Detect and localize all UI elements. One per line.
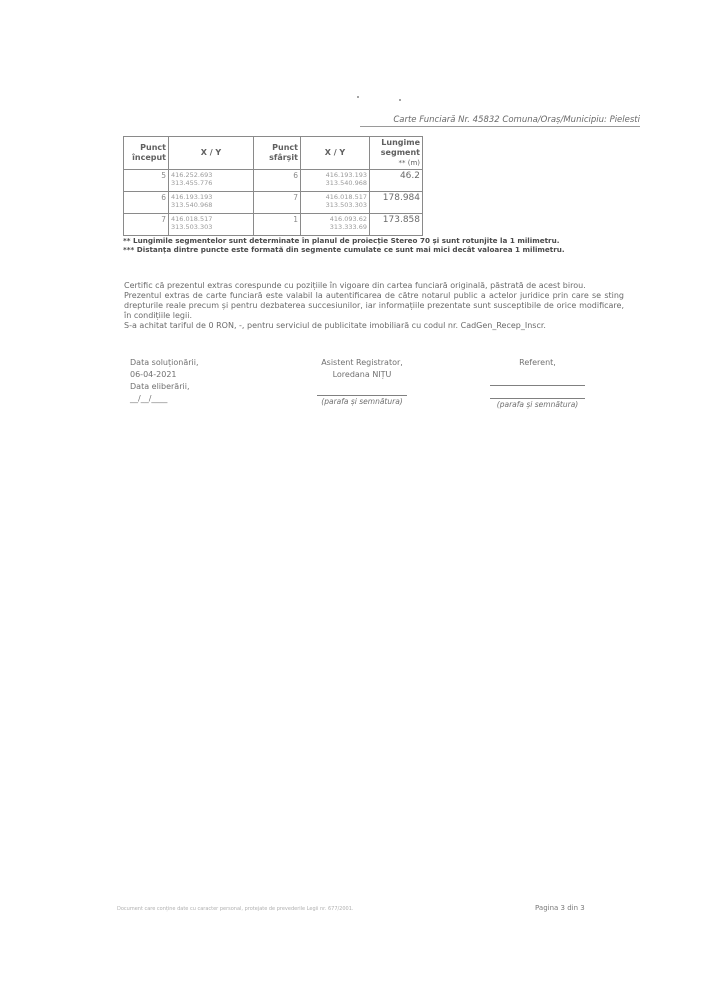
start-y: 313.503.303	[171, 223, 213, 231]
date-issue-label: Data eliberării,	[130, 382, 190, 391]
date-solution-label: Data soluționării,	[130, 358, 199, 367]
end-point: 1	[254, 214, 301, 236]
start-coords	[169, 214, 254, 236]
end-x: 416.193.193	[325, 171, 367, 179]
assistant-caption: (parafa și semnătura)	[321, 397, 403, 406]
col-start-point: Punct început	[124, 137, 169, 170]
date-issue-value: __/__/____	[130, 394, 168, 403]
end-y: 313.333.69	[329, 223, 367, 231]
start-x: 416.252.693	[171, 171, 213, 179]
speck	[357, 96, 359, 98]
assistant-name: Loredana NIȚU	[332, 370, 392, 379]
page-header: Carte Funciară Nr. 45832 Comuna/Oraș/Municipiu: Pielesti	[360, 115, 640, 127]
segment-length: 46.2	[370, 170, 423, 192]
start-y: 313.540.968	[171, 201, 213, 209]
assistant-signature-block	[317, 357, 407, 408]
page-number: Pagina 3 din 3	[535, 904, 585, 912]
end-x: 416.018.517	[325, 193, 367, 201]
end-coords	[301, 214, 370, 236]
end-y: 313.503.303	[325, 201, 367, 209]
col-length	[370, 137, 423, 170]
footer-disclaimer: Document care conține date cu caracter personal, protejate de prevederile Legii nr. 677/2001.	[117, 906, 354, 912]
end-point: 7	[254, 192, 301, 214]
speck	[399, 99, 401, 101]
referent-blank-line	[490, 385, 585, 386]
certification-text	[124, 281, 624, 331]
start-y: 313.455.776	[171, 179, 213, 187]
end-y: 313.540.968	[325, 179, 367, 187]
table-row	[124, 214, 423, 236]
segments-table	[123, 136, 423, 236]
start-coords	[169, 170, 254, 192]
assistant-title: Asistent Registrator,	[321, 358, 403, 367]
end-x: 416.093.62	[329, 215, 367, 223]
start-x: 416.018.517	[171, 215, 213, 223]
end-coords	[301, 192, 370, 214]
cert-paragraph: S-a achitat tariful de 0 RON, -, pentru serviciul de publicitate imobiliară cu codul nr. CadGen_Recep_Inscr.	[124, 321, 546, 330]
scan-specks	[355, 93, 405, 103]
length-unit: ** (m)	[398, 159, 420, 167]
cert-paragraph: Certific că prezentul extras corespunde cu pozițiile în vigoare din cartea funciară originală, păstrată de acest birou.	[124, 281, 586, 290]
segment-length: 173.858	[370, 214, 423, 236]
col-end-xy: X / Y	[301, 137, 370, 170]
referent-caption: (parafa și semnătura)	[496, 400, 579, 409]
note-distance: *** Distanța dintre puncte este formată din segmente cumulate ce sunt mai mici decât valoarea 1 milimetru.	[123, 245, 565, 254]
cert-paragraph: Prezentul extras de carte funciară este valabil la autentificarea de către notarul public a actelor juridice prin care se sting drepturile reale precum și pentru dezbaterea succesiunilor, iar informațiile prezentate sunt susceptibile de orice modificare, în condițiile legii.	[124, 291, 624, 320]
table-row	[124, 192, 423, 214]
table-row	[124, 170, 423, 192]
referent-title: Referent,	[519, 358, 556, 367]
date-solution-value: 06-04-2021	[130, 370, 177, 379]
start-x: 416.193.193	[171, 193, 213, 201]
start-point: 5	[124, 170, 169, 192]
start-point: 6	[124, 192, 169, 214]
end-point: 6	[254, 170, 301, 192]
start-point: 7	[124, 214, 169, 236]
col-end-point: Punct sfârșit	[254, 137, 301, 170]
dates-block	[130, 357, 199, 405]
col-length-label: Lungime segment	[380, 138, 420, 157]
end-coords	[301, 170, 370, 192]
table-header-row	[124, 137, 423, 170]
start-coords	[169, 192, 254, 214]
referent-signature-block	[490, 357, 585, 411]
table-notes	[123, 236, 565, 254]
note-rounding: ** Lungimile segmentelor sunt determinate în planul de proiecție Stereo 70 și sunt rotunjite la 1 milimetru.	[123, 236, 560, 245]
col-start-xy: X / Y	[169, 137, 254, 170]
segment-length: 178.984	[370, 192, 423, 214]
